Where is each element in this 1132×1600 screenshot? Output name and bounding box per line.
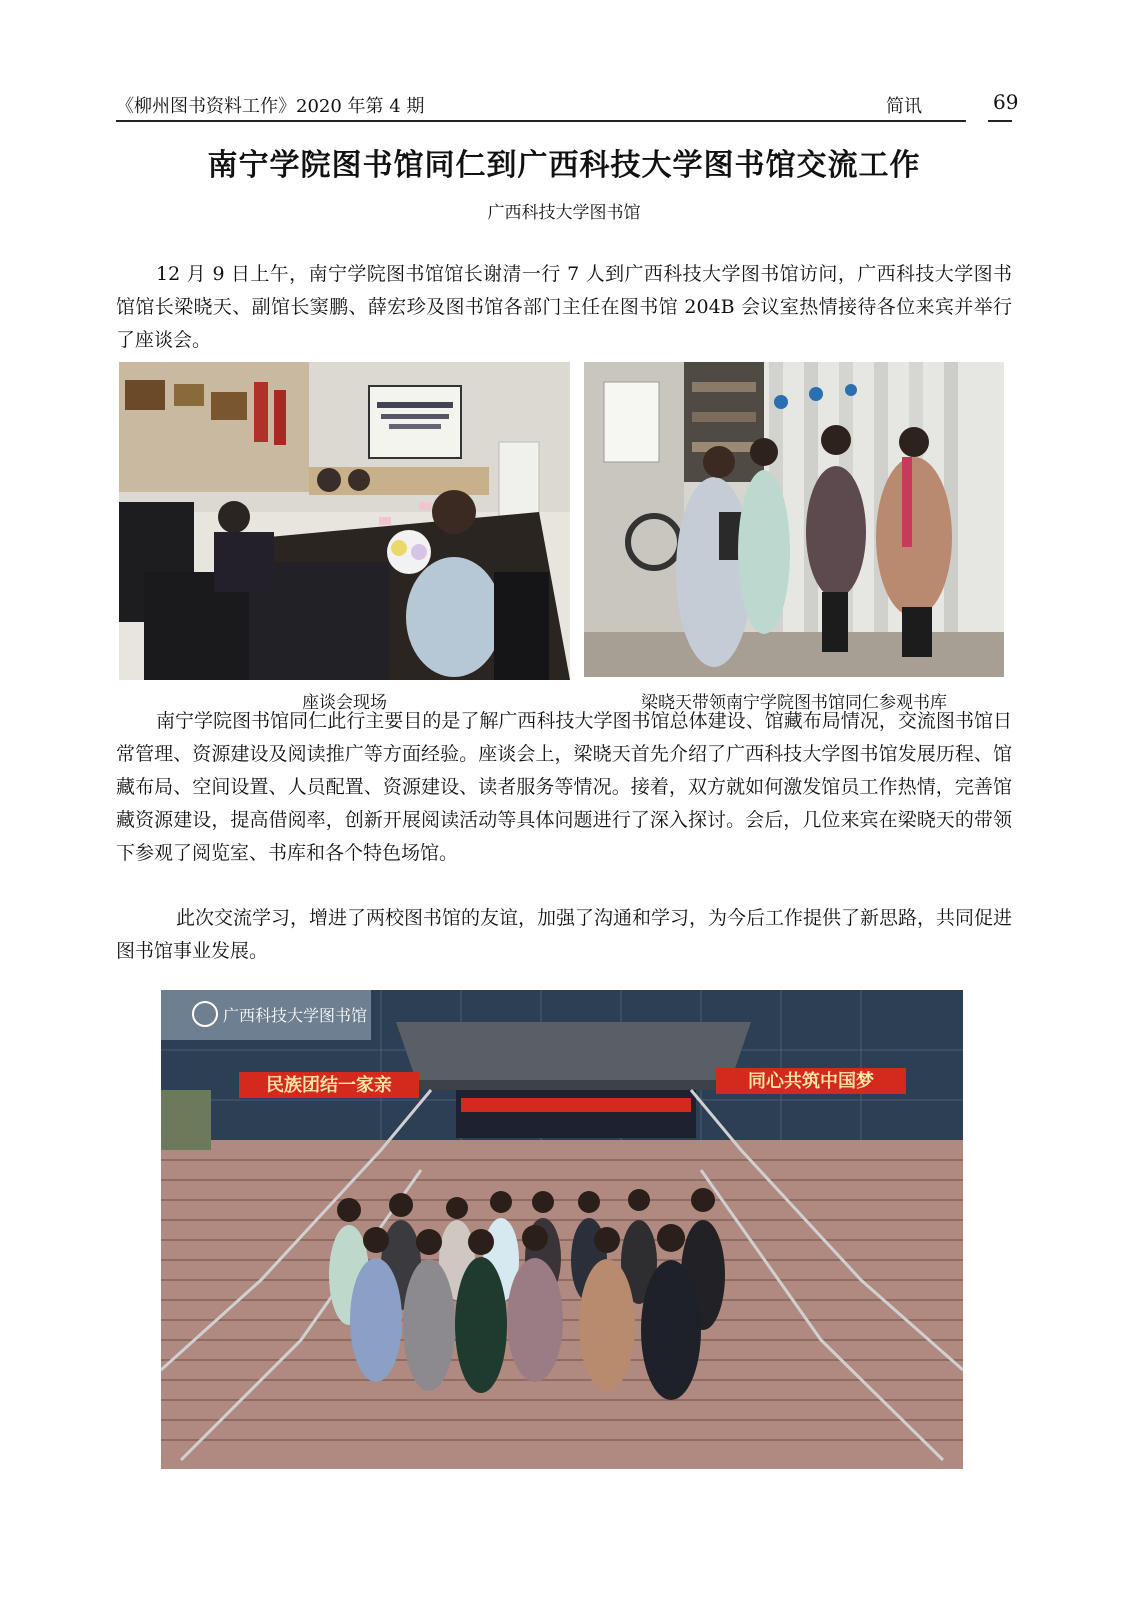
section-label: 简讯: [886, 96, 922, 117]
group-photo: [161, 990, 963, 1469]
paragraph-3: 此次交流学习，增进了两校图书馆的友谊，加强了沟通和学习，为今后工作提供了新思路，共同促进图书馆事业发展。: [116, 907, 1013, 962]
article-title: 南宁学院图书馆同仁到广西科技大学图书馆交流工作: [207, 148, 921, 183]
header-rule: [116, 120, 966, 122]
journal-title: 《柳州图书资料工作》2020 年第 4 期: [116, 96, 425, 117]
banner-left: 民族团结一家亲: [266, 1075, 392, 1096]
banner-right: 同心共筑中国梦: [748, 1071, 874, 1092]
paragraph-1: 12 月 9 日上午，南宁学院图书馆馆长谢清一行 7 人到广西科技大学图书馆访问，广西科技大学图书馆馆长梁晓天、副馆长窦鹏、薛宏珍及图书馆各部门主任在图书馆 204B 会议室热情接待各位来宾并举行了座谈会。: [116, 263, 1012, 351]
stacks-caption: 梁晓天带领南宁学院图书馆同仁参观书库: [641, 693, 947, 713]
stacks-photo: [584, 362, 1004, 677]
building-sign-text: 广西科技大学图书馆: [223, 1006, 368, 1025]
page-number-underline: [988, 120, 1012, 122]
page-number: 69: [993, 90, 1019, 114]
meeting-caption: 座谈会现场: [302, 693, 387, 713]
article-author: 广西科技大学图书馆: [487, 203, 641, 223]
paragraph-2: 南宁学院图书馆同仁此行主要目的是了解广西科技大学图书馆总体建设、馆藏布局情况，交流图书馆日常管理、资源建设及阅读推广等方面经验。座谈会上，梁晓天首先介绍了广西科技大学图书馆发展历程、馆藏布局、空间设置、人员配置、资源建设、读者服务等情况。接着，双方就如何激发馆员工作热情，完善馆藏资源建设，提高借阅率，创新开展阅读活动等具体问题进行了深入探讨。会后，几位来宾在梁晓天的带领下参观了阅览室、书库和各个特色场馆。: [116, 710, 1012, 864]
meeting-photo: [119, 362, 570, 680]
page-header: [116, 90, 1019, 122]
